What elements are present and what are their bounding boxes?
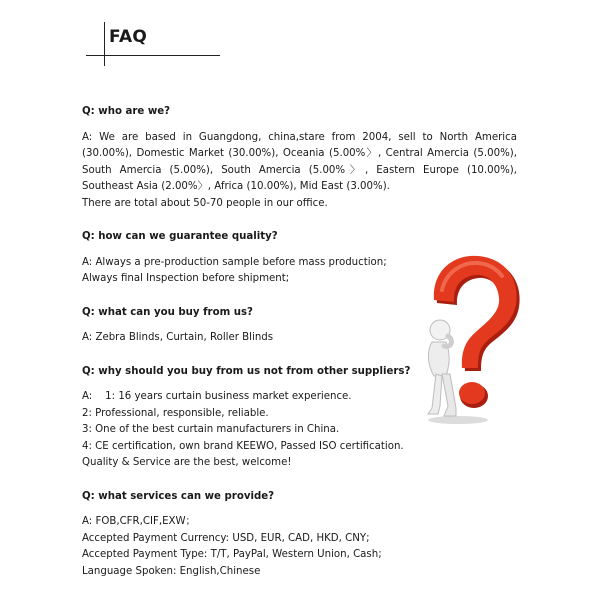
faq-answer-line: 4: CE certification, own brand KEEWO, Passed ISO certification. (82, 440, 404, 452)
faq-question: Q: who are we? (82, 106, 171, 117)
faq-answer-line: A: Zebra Blinds, Curtain, Roller Blinds (82, 332, 274, 343)
faq-answer-line: 2: Professional, responsible, reliable. (82, 407, 269, 419)
faq-question: Q: what services can we provide? (82, 490, 275, 502)
faq-answer-paragraph: A: We are based in Guangdong, china,stare from 2004, sell to North America (30.00%), Domestic Market (30.00%), Oceania (5.00%〉, Central Amercia (5.00%), South Amercia (5.00%), South Amercia (5.00%〉, Eastern Europe (10.00%), Southeast Asia (2.00%〉, Africa (10.00%), Mid East (3.00%). (82, 131, 517, 192)
faq-item-services (82, 489, 517, 581)
question-mark-person-icon (418, 248, 526, 428)
faq-answer-line: Quality & Service are the best, welcome! (82, 457, 292, 468)
faq-answer-line: Accepted Payment Type: T/T, PayPal, Western Union, Cash; (82, 549, 382, 560)
faq-answer-line: A: 1: 16 years curtain business market experience. (82, 391, 352, 402)
page-title: FAQ (109, 27, 148, 47)
faq-item-who (82, 104, 517, 212)
faq-answer-line: Always final Inspection before shipment; (82, 273, 290, 284)
faq-answer-line: A: Always a pre-production sample before mass production; (82, 256, 387, 268)
faq-question: Q: how can we guarantee quality? (82, 231, 278, 242)
faq-answer-line: Language Spoken: English,Chinese (82, 565, 261, 577)
faq-answer-line: A: FOB,CFR,CIF,EXW； (82, 516, 196, 527)
faq-question: Q: what can you buy from us? (82, 306, 253, 318)
header-vertical-rule (104, 22, 105, 66)
faq-answer-line: Accepted Payment Currency: USD, EUR, CAD, HKD, CNY; (82, 532, 370, 544)
header-horizontal-rule (86, 55, 220, 56)
faq-question: Q: why should you buy from us not from other suppliers? (82, 365, 411, 377)
faq-answer-line: 3: One of the best curtain manufacturers in China. (82, 424, 340, 435)
faq-answer-line: There are total about 50-70 people in our office. (82, 197, 328, 209)
